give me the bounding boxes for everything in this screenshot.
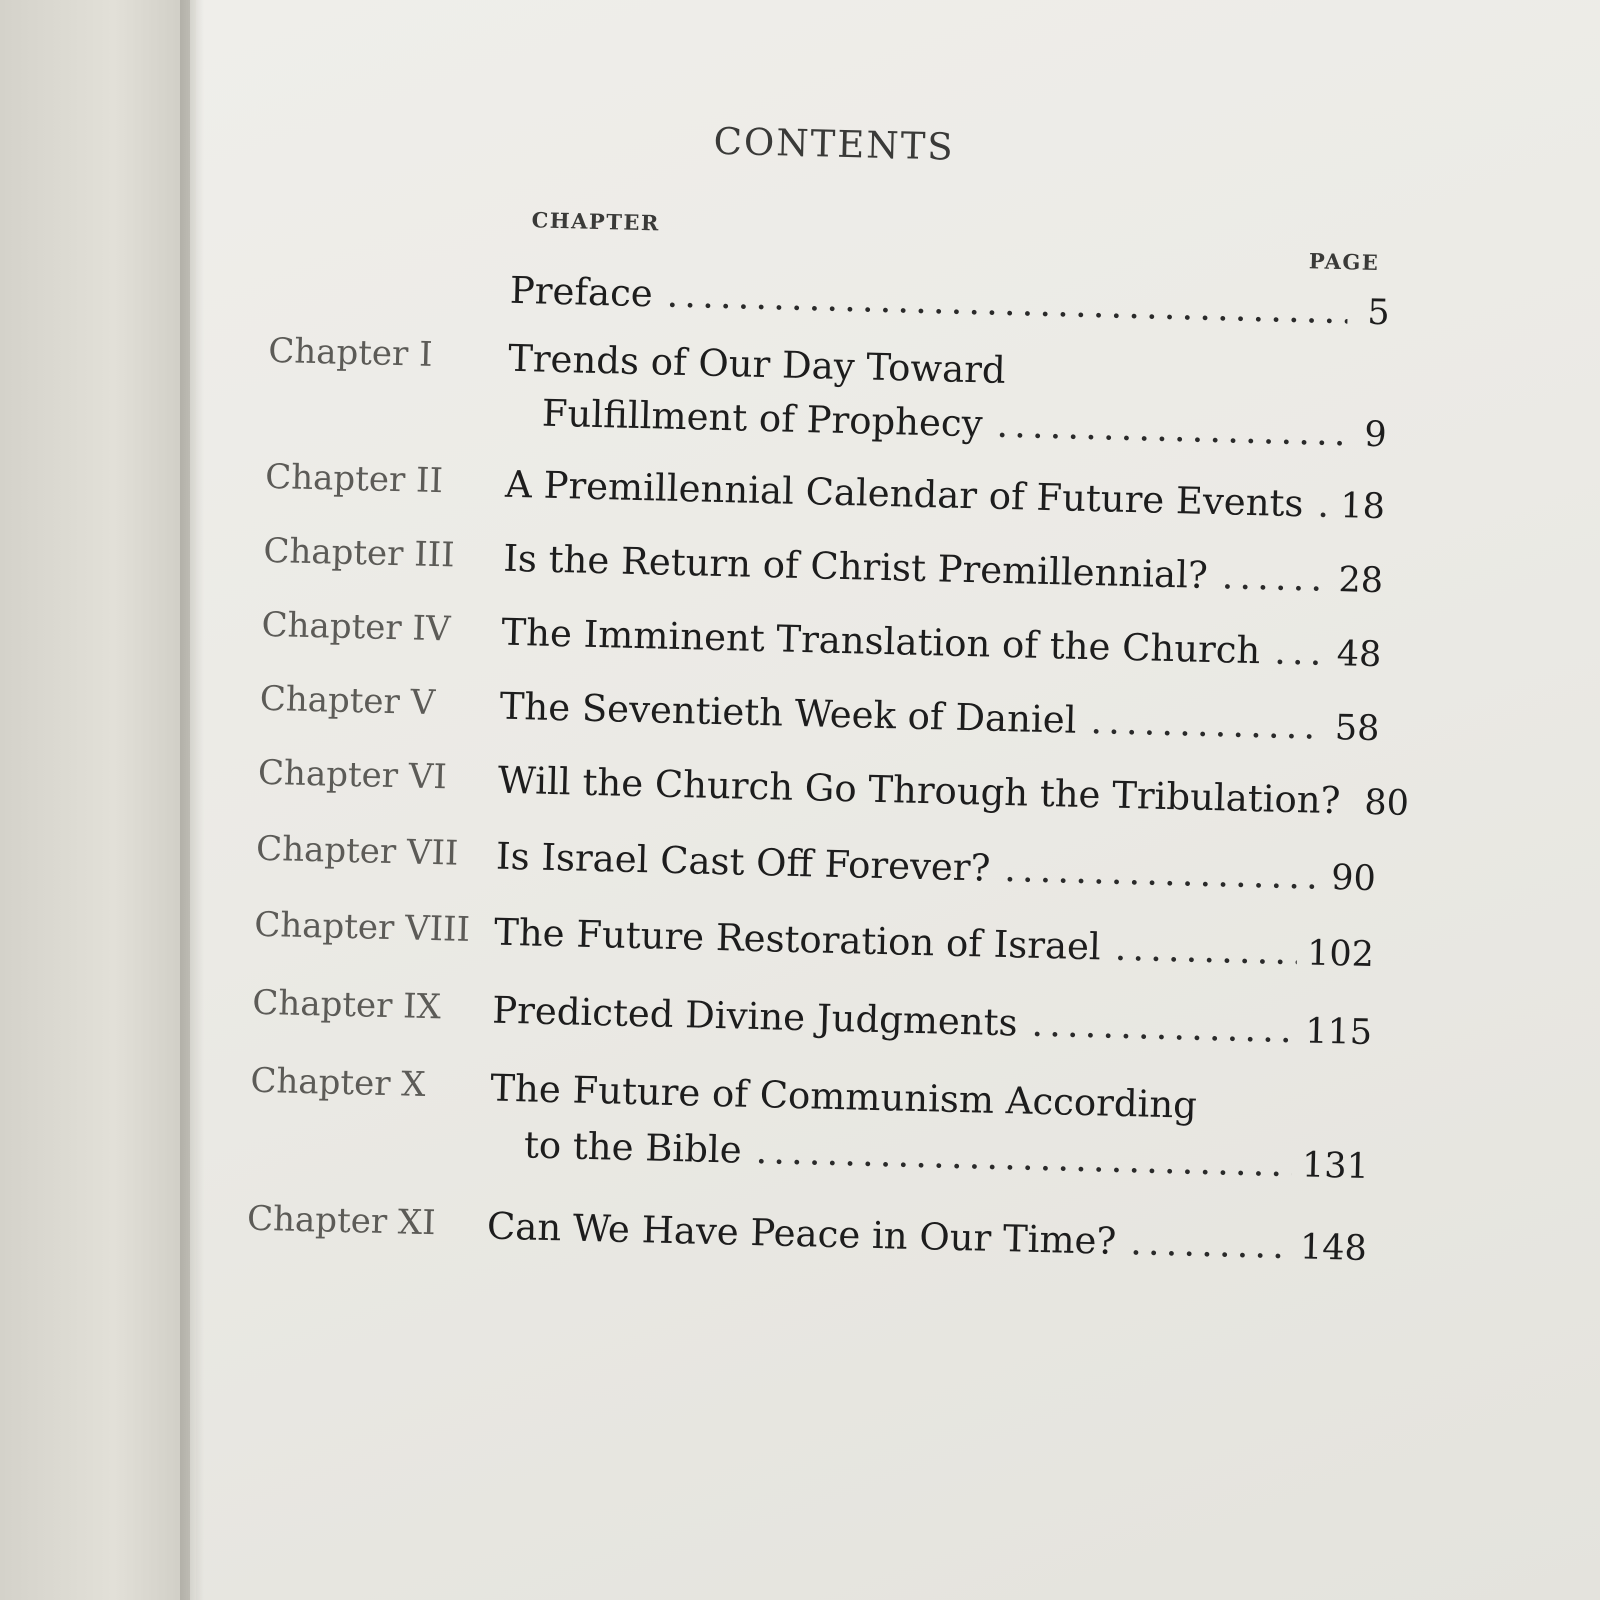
- toc-entry-chapter-3: [262, 530, 1384, 602]
- toc-line: [503, 537, 1384, 601]
- page-number: 90: [1330, 858, 1377, 900]
- toc-line: [505, 463, 1386, 527]
- entry-title: Is the Return of Christ Premillennial?: [502, 536, 1209, 597]
- toc-line: [490, 1067, 1371, 1131]
- toc-line: [509, 269, 1390, 333]
- entry-title: The Imminent Translation of the Church: [501, 610, 1261, 673]
- entry-title: Predicted Divine Judgments: [491, 988, 1019, 1045]
- entry-title: Will the Church Go Through the Tribulation?: [497, 758, 1341, 823]
- entry-title: The Future of Communism According: [489, 1066, 1198, 1127]
- toc-entry-chapter-2: [264, 456, 1386, 528]
- chapter-label: Chapter I: [267, 330, 434, 375]
- dot-leader: [1354, 780, 1355, 823]
- toc-line: [496, 835, 1377, 899]
- entry-title: Is Israel Cast Off Forever?: [495, 834, 991, 890]
- dot-leader: [1114, 926, 1297, 973]
- chapter-label: Chapter VII: [255, 828, 459, 874]
- toc-line: [541, 392, 1387, 456]
- entry-title: A Premillennial Calendar of Future Events: [504, 462, 1304, 526]
- entry-title-continued: Fulfillment of Prophecy: [541, 391, 984, 446]
- entry-title: Can We Have Peace in Our Time?: [486, 1204, 1117, 1263]
- page-number: 148: [1299, 1227, 1368, 1270]
- toc-entry-chapter-8: [253, 904, 1375, 976]
- toc-line: [494, 911, 1375, 975]
- dot-leader: [666, 273, 1348, 333]
- dot-leader: [1004, 847, 1322, 898]
- entry-title: Trends of Our Day Toward: [507, 336, 1007, 392]
- toc-line: [499, 685, 1380, 749]
- dot-leader: [1317, 483, 1331, 526]
- dot-leader: [1130, 1220, 1291, 1267]
- page-title: CONTENTS: [713, 119, 956, 169]
- dot-leader: [996, 403, 1345, 454]
- toc-entry-chapter-10: [250, 1060, 1371, 1188]
- toc-line: [497, 758, 1410, 824]
- page-number: 102: [1306, 933, 1375, 976]
- page-number: 9: [1363, 414, 1388, 456]
- entry-title: The Seventieth Week of Daniel: [499, 684, 1078, 742]
- page-number: 115: [1304, 1011, 1373, 1054]
- page-number: 58: [1334, 708, 1380, 750]
- chapter-label: Chapter V: [259, 678, 436, 724]
- entry-title-continued: to the Bible: [523, 1123, 743, 1172]
- chapter-label: Chapter IV: [261, 604, 451, 650]
- chapter-label: Chapter VIII: [253, 904, 471, 950]
- toc-line: [501, 611, 1382, 675]
- dot-leader: [755, 1129, 1292, 1185]
- toc-line: [487, 1205, 1368, 1269]
- toc-entry-chapter-11: [246, 1198, 1368, 1270]
- page-number: 5: [1366, 292, 1391, 334]
- page-number: 28: [1338, 560, 1384, 602]
- toc-entry-chapter-6: [257, 752, 1410, 824]
- chapter-label: Chapter II: [264, 456, 444, 502]
- toc-entry-chapter-7: [255, 828, 1377, 900]
- page-number: 18: [1339, 486, 1386, 528]
- dot-leader: [1274, 630, 1328, 674]
- page-number: 131: [1301, 1145, 1370, 1188]
- dot-leader: [1090, 699, 1325, 748]
- toc-line: [492, 989, 1373, 1053]
- toc-entry-chapter-5: [259, 678, 1380, 750]
- dot-leader: [1031, 1002, 1296, 1051]
- toc-entry-chapter-9: [251, 982, 1373, 1054]
- chapter-label: Chapter IX: [251, 982, 442, 1028]
- toc-entry-preface: [271, 263, 1391, 334]
- chapter-column-header: CHAPTER: [531, 207, 661, 236]
- toc-line: [524, 1123, 1370, 1187]
- dot-leader: [1221, 554, 1329, 600]
- entry-title: Preface: [509, 268, 654, 316]
- page-column-header: PAGE: [1308, 248, 1380, 276]
- chapter-label: Chapter VI: [257, 752, 448, 798]
- toc-entry-chapter-1: [267, 330, 1389, 456]
- entry-title: The Future Restoration of Israel: [493, 910, 1102, 969]
- toc-entry-chapter-4: [261, 604, 1382, 676]
- page-number: 80: [1363, 782, 1410, 824]
- chapter-label: Chapter XI: [246, 1198, 437, 1244]
- chapter-label: Chapter X: [250, 1060, 426, 1105]
- chapter-label: Chapter III: [262, 530, 456, 576]
- toc-line: [508, 337, 1389, 401]
- page-number: 48: [1336, 634, 1382, 676]
